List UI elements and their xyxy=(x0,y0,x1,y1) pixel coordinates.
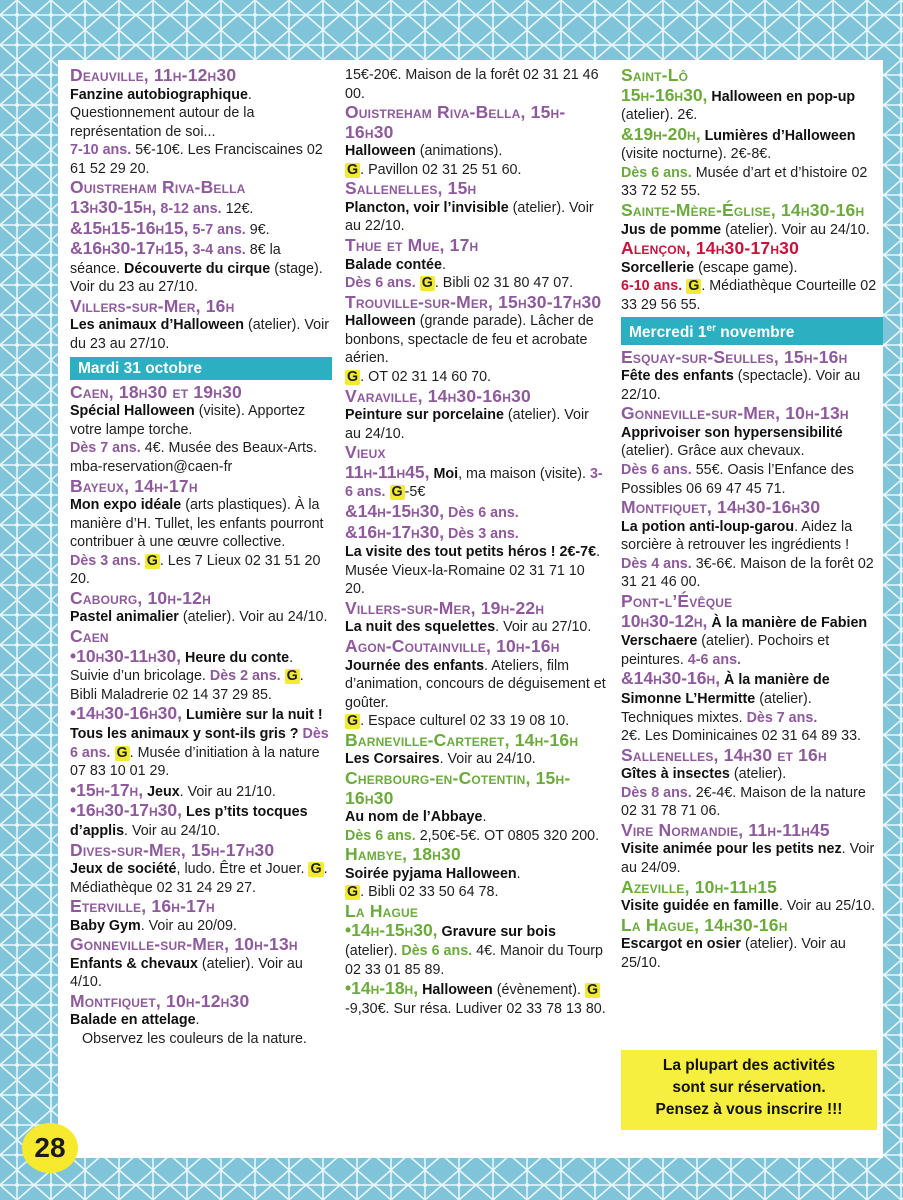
day-header-mardi: Mardi 31 octobre xyxy=(70,357,332,380)
place-heading: Bayeux, 14h-17h xyxy=(70,475,198,496)
place-heading: Vieux xyxy=(345,442,386,463)
event-title: Les p’tits tocques d’applis xyxy=(70,804,308,839)
age-label: 3-4 ans. xyxy=(188,242,246,259)
event-text: -9,30€. Sur résa. Ludiver 02 33 78 13 80. xyxy=(345,1000,606,1017)
event-text: . Bibli Maladrerie 02 14 37 29 85. xyxy=(70,668,304,703)
event-text: Musée d’art et d’histoire 02 33 72 52 55. xyxy=(621,164,868,200)
event-text: . Espace culturel 02 33 19 08 10. xyxy=(360,713,570,730)
event-text: (arts plastiques). À la manière d’H. Tullet, les enfants pourront contribuer à une œuvre collective. xyxy=(70,497,324,551)
place-heading: Cherbourg-en-Cotentin, 15h-16h30 xyxy=(345,768,571,808)
time-slot: 10h30-12h, xyxy=(621,610,708,631)
free-badge: G xyxy=(347,369,359,386)
event-text: . xyxy=(596,544,601,561)
event-sallenelles-gites xyxy=(621,746,883,821)
event-text: . Bibli 02 31 80 47 07. xyxy=(434,275,574,292)
event-text: . Voir au 25/10. xyxy=(778,898,876,915)
event-ouistreham-cirque xyxy=(70,178,332,296)
place-heading: Eterville, 16h-17h xyxy=(70,896,215,917)
free-badge: G xyxy=(146,552,158,569)
event-title: Spécial Halloween xyxy=(70,403,195,420)
event-text: 55€. Oasis l’Enfance des Possibles 06 69 47 45 71. xyxy=(621,461,854,497)
event-title: Visite animée pour les petits nez xyxy=(621,841,842,858)
age-label: 6-10 ans. xyxy=(621,278,683,295)
event-text: (spectacle). Voir au 22/10. xyxy=(621,368,861,403)
free-badge: G xyxy=(586,982,599,999)
place-heading: Villers-sur-Mer, 19h-22h xyxy=(345,597,545,618)
event-agon xyxy=(345,637,607,731)
event-text: (atelier). Pochoirs et peintures. xyxy=(621,633,830,668)
event-title: Lumières d’Halloween xyxy=(700,127,856,144)
event-text: . xyxy=(441,256,446,273)
reservation-note xyxy=(621,1050,877,1130)
time-slot: &19h-20h, xyxy=(621,123,701,144)
place-heading: Deauville, 11h-12h30 xyxy=(70,65,237,85)
place-heading: Caen xyxy=(70,626,109,647)
event-gonneville-hypersensibilite xyxy=(621,404,883,498)
time-slot: •14h-18h, xyxy=(345,978,419,999)
event-hambye xyxy=(345,845,607,902)
free-badge: G xyxy=(688,278,700,295)
event-deauville xyxy=(70,66,332,178)
event-thue-et-mue xyxy=(345,236,607,293)
event-title: Halloween xyxy=(345,313,416,330)
event-text: . Voir au 27/10. xyxy=(495,619,592,636)
time-slot: 13h30-15h, xyxy=(70,196,157,217)
event-title: La potion anti-loup-garou xyxy=(621,518,795,535)
age-label: Dès 3 ans. xyxy=(70,552,141,569)
time-slot: 11h-11h45, xyxy=(345,461,430,482)
event-title: La visite des tout petits héros ! 2€-7€ xyxy=(345,544,597,561)
place-heading: Sallenelles, 15h xyxy=(345,178,477,199)
age-label: Dès 6 ans. xyxy=(621,461,692,478)
column-2 xyxy=(345,66,607,1018)
place-heading: Barneville-Carteret, 14h-16h xyxy=(345,729,579,750)
age-label: Dès 7 ans. xyxy=(746,709,818,726)
event-text: . Bibli 02 33 50 64 78. xyxy=(360,884,499,901)
event-cherbourg xyxy=(345,769,607,845)
time-slot: &14h-15h30, xyxy=(345,501,445,521)
column-3 xyxy=(621,66,883,972)
event-title: Moi xyxy=(429,465,459,482)
place-heading: La Hague, 14h30-16h xyxy=(621,914,788,935)
event-villers-animaux xyxy=(70,297,332,354)
event-trouville xyxy=(345,293,607,387)
event-text: 12€. xyxy=(221,200,254,217)
age-label: Dès 7 ans. xyxy=(70,440,141,457)
event-varaville xyxy=(345,387,607,444)
event-la-hague-escargot xyxy=(621,916,883,973)
event-title: Sorcellerie xyxy=(621,259,695,276)
day-header-sup: er xyxy=(706,323,716,335)
event-title: Gravure sur bois xyxy=(437,924,556,941)
event-text: (grande parade). Lâcher de bonbons, spectacle de feu et acrobate aérien. xyxy=(345,313,594,367)
event-text: 4€. Musée des Beaux-Arts. mba-reservation@caen-fr xyxy=(70,440,318,475)
free-badge: G xyxy=(347,884,359,901)
event-text: 5€-10€. Les Franciscaines 02 61 52 29 20. xyxy=(70,142,323,177)
place-heading: Sainte-Mère-Église, 14h30-16h xyxy=(621,200,865,221)
event-text: (escape game). xyxy=(694,259,798,276)
event-barneville xyxy=(345,731,607,769)
event-text: Observez les couleurs de la nature. xyxy=(82,1031,307,1048)
place-heading: Agon-Coutainville, 10h-16h xyxy=(345,636,560,657)
list-item xyxy=(70,801,332,840)
event-title: Découverte du cirque xyxy=(124,260,271,277)
list-item xyxy=(70,647,332,705)
age-label: Dès 4 ans. xyxy=(621,555,692,572)
page-number: 28 xyxy=(22,1123,78,1173)
event-title: Escargot en osier xyxy=(621,936,741,953)
list-item xyxy=(70,781,332,802)
free-badge: G xyxy=(391,484,403,501)
event-cabourg xyxy=(70,589,332,627)
place-heading: Montfiquet, 14h30-16h30 xyxy=(621,497,821,518)
event-text: 3€-6€. Maison de la forêt 02 31 21 46 00. xyxy=(621,555,874,591)
free-badge: G xyxy=(347,713,359,730)
event-text: . OT 02 31 14 60 70. xyxy=(360,369,492,386)
day-header-text: novembre xyxy=(716,324,795,342)
event-text: . Aidez la sorcière à retrouver les ingrédients ! xyxy=(621,518,853,554)
time-slot: &14h30-16h, xyxy=(621,668,721,689)
free-badge: G xyxy=(286,668,298,685)
event-azeville xyxy=(621,878,883,916)
event-text: . Suivie d’un bricolage. xyxy=(70,649,294,685)
event-text: 15€-20€. Maison de la forêt 02 31 21 46 00. xyxy=(345,67,599,102)
event-title: Balade en attelage xyxy=(70,1012,196,1029)
list-item xyxy=(70,704,332,780)
age-label: Dès 6 ans. xyxy=(70,725,329,761)
event-text: . Les 7 Lieux 02 31 51 20 20. xyxy=(70,552,321,588)
event-text: (atelier). Voir au 24/10. xyxy=(178,609,328,626)
note-line: Pensez à vous inscrire !!! xyxy=(655,1101,843,1118)
place-heading: Saint-Lô xyxy=(621,65,689,85)
place-heading: Cabourg, 10h-12h xyxy=(70,587,211,608)
time-slot: •15h-17h, xyxy=(70,779,144,800)
event-text: (visite). Apportez votre lampe torche. xyxy=(70,403,306,438)
time-slot: •14h30-16h30, xyxy=(70,703,183,724)
free-badge: G xyxy=(116,744,128,761)
time-slot: •14h-15h30, xyxy=(345,920,438,941)
event-sainte-mere-eglise xyxy=(621,201,883,239)
event-vire xyxy=(621,821,883,878)
age-label: Dès 6 ans. xyxy=(621,164,692,181)
event-title: Au nom de l’Abbaye xyxy=(345,809,483,826)
event-title: Fanzine autobiographique xyxy=(70,86,248,103)
event-title: Jus de pomme xyxy=(621,221,722,238)
event-text: , ludo. Être et Jouer. xyxy=(176,861,309,877)
event-title: Jeux de société xyxy=(70,861,177,877)
event-text: (évènement). xyxy=(492,982,585,999)
event-title: Halloween xyxy=(345,143,416,160)
age-label: Dès 3 ans. xyxy=(444,525,519,542)
event-text: (animations). xyxy=(415,143,503,160)
age-label: 5-7 ans. xyxy=(188,221,246,238)
place-heading: Vire Normandie, 11h-11h45 xyxy=(621,819,830,840)
event-saint-lo xyxy=(621,66,883,201)
event-title: Balade contée xyxy=(345,256,442,273)
event-title: Fête des enfants xyxy=(621,368,734,385)
event-title: Jeux xyxy=(143,783,180,800)
event-text: Musée Vieux-la-Romaine 02 31 71 10 20. xyxy=(345,562,585,598)
event-title: Heure du conte xyxy=(181,649,290,666)
event-text: 2,50€-5€. OT 0805 320 200. xyxy=(415,827,600,844)
event-text: . Voir au 20/09. xyxy=(140,917,237,934)
event-pont-l-eveque xyxy=(621,592,883,746)
event-text: (atelier). Voir au 22/10. xyxy=(345,199,594,235)
place-heading: Pont-l’Évêque xyxy=(621,591,733,612)
place-heading: Sallenelles, 14h30 et 16h xyxy=(621,744,827,765)
free-badge: G xyxy=(421,275,433,292)
event-villers-squelettes xyxy=(345,599,607,637)
day-header-mercredi xyxy=(621,317,883,344)
event-text: , ma maison (visite). xyxy=(458,465,590,482)
event-text: 9€. xyxy=(245,221,270,238)
event-text: (atelier). Voir au 24/10. xyxy=(721,221,870,238)
event-text: (atelier). Voir au 24/10. xyxy=(345,407,589,442)
event-text: Voir du 23 au 27/10. xyxy=(70,279,198,296)
age-label: Dès 2 ans. xyxy=(209,668,281,685)
event-text: . Voir au 24/10. xyxy=(124,822,221,839)
time-slot: 15h-16h30, xyxy=(621,84,708,105)
place-heading: Trouville-sur-Mer, 15h30-17h30 xyxy=(345,291,602,312)
event-text: (visite nocturne). 2€-8€. xyxy=(621,146,772,163)
event-title: Mon expo idéale xyxy=(70,497,182,513)
time-slot: &15h15-16h15, xyxy=(70,217,189,238)
age-label: Dès 8 ans. xyxy=(621,784,692,801)
event-eterville xyxy=(70,897,332,935)
event-esquay xyxy=(621,348,883,405)
event-title: À la manière de Simonne L’Hermitte xyxy=(621,672,830,707)
event-text: . xyxy=(195,1012,200,1029)
event-text: 8€ la séance. xyxy=(70,242,281,277)
event-title: Apprivoiser son hypersensibilité xyxy=(621,424,843,441)
event-text: . Voir au 24/10. xyxy=(439,751,536,768)
place-heading: Alençon, 14h30-17h30 xyxy=(621,238,800,259)
event-title: Halloween xyxy=(418,982,493,999)
free-badge: G xyxy=(347,161,359,178)
event-title: Lumière sur la nuit ! Tous les animaux y sont-ils gris ? xyxy=(70,707,323,742)
event-title: La nuit des squelettes xyxy=(345,619,496,636)
event-text: . Médiathèque 02 31 24 29 27. xyxy=(70,861,328,896)
event-text: . Questionnement autour de la représentation de soi... xyxy=(70,86,255,140)
place-heading: Esquay-sur-Seulles, 15h-16h xyxy=(621,346,848,367)
event-text: 4€. Manoir du Tourp 02 33 01 85 89. xyxy=(345,943,604,978)
event-title: Visite guidée en famille xyxy=(621,898,779,915)
event-montfiquet xyxy=(70,992,332,1049)
place-heading: Villers-sur-Mer, 16h xyxy=(70,295,235,316)
age-label: 3-6 ans. xyxy=(345,465,603,501)
event-text: . Voir au 24/09. xyxy=(621,841,875,877)
event-text: . xyxy=(482,809,487,826)
event-text: . xyxy=(516,865,521,882)
place-heading: Gonneville-sur-Mer, 10h-13h xyxy=(70,934,298,955)
time-slot: &16h30-17h15, xyxy=(70,238,189,259)
list-item xyxy=(345,921,607,979)
event-title: Gîtes à insectes xyxy=(621,766,730,783)
event-text: . Médiathèque Courteille 02 33 29 56 55. xyxy=(621,278,877,313)
event-text: (atelier). 2€. xyxy=(621,107,698,124)
place-heading: Varaville, 14h30-16h30 xyxy=(345,385,531,406)
age-label: Dès 6 ans. xyxy=(345,275,416,292)
age-label: 8-12 ans. xyxy=(156,200,222,217)
event-sallenelles-plancton xyxy=(345,179,607,236)
event-alencon xyxy=(621,239,883,314)
event-text: (atelier). Techniques mixtes. xyxy=(621,690,812,726)
event-text: . Pavillon 02 31 25 51 60. xyxy=(360,161,522,178)
event-text: . Voir au 21/10. xyxy=(179,783,276,800)
place-heading: Montfiquet, 10h-12h30 xyxy=(70,990,250,1011)
event-title: Les Corsaires xyxy=(345,751,440,768)
age-label: Dès 6 ans. xyxy=(444,505,519,521)
place-heading: Ouistreham Riva-Bella, 15h-16h30 xyxy=(345,102,566,142)
event-text: (atelier). Voir au 25/10. xyxy=(621,936,846,971)
age-label: Dès 6 ans. xyxy=(345,827,416,844)
event-title: Peinture sur porcelaine xyxy=(345,407,504,424)
column-1 xyxy=(70,66,332,1049)
event-title: Pastel animalier xyxy=(70,609,179,626)
event-text: (atelier). xyxy=(729,766,787,783)
list-item xyxy=(345,979,607,1018)
event-text: -5€ xyxy=(404,484,426,501)
place-heading: Gonneville-sur-Mer, 10h-13h xyxy=(621,403,849,424)
place-heading: Azeville, 10h-11h15 xyxy=(621,876,778,897)
place-heading: Hambye, 18h30 xyxy=(345,844,461,865)
event-bayeux xyxy=(70,477,332,589)
event-text: 2€. Les Dominicaines 02 31 64 89 33. xyxy=(621,728,862,745)
event-text: (stage). xyxy=(270,260,323,277)
place-heading: Ouistreham Riva-Bella xyxy=(70,177,246,198)
event-text: . Musée d’initiation à la nature 07 83 10 01 29. xyxy=(70,744,320,780)
place-heading: Caen, 18h30 et 19h30 xyxy=(70,381,242,402)
event-text: (atelier). Voir du 23 au 27/10. xyxy=(70,317,330,353)
place-heading: La Hague xyxy=(345,900,419,921)
day-header-text: Mercredi 1 xyxy=(629,324,707,342)
age-label: 7-10 ans. xyxy=(70,142,132,159)
event-title: Les animaux d’Halloween xyxy=(70,317,244,334)
event-text: (atelier). Voir au 4/10. xyxy=(70,955,303,991)
event-text: (atelier). xyxy=(345,943,402,959)
note-line: La plupart des activités xyxy=(662,1057,836,1074)
event-text: (atelier). Grâce aux chevaux. xyxy=(621,443,805,460)
event-ouistreham-halloween xyxy=(345,103,607,179)
note-line: sont sur réservation. xyxy=(672,1079,826,1096)
event-caen-list xyxy=(70,627,332,840)
event-title: Soirée pyjama Halloween xyxy=(345,865,517,882)
event-caen-halloween xyxy=(70,383,332,477)
event-title: Journée des enfants xyxy=(345,657,485,674)
age-label: Dès 6 ans. xyxy=(401,943,473,959)
event-continued xyxy=(345,66,607,103)
event-vieux xyxy=(345,443,607,599)
event-la-hague xyxy=(345,902,607,1018)
time-slot: &16h-17h30, xyxy=(345,521,445,542)
event-title: Baby Gym xyxy=(70,917,141,934)
free-badge: G xyxy=(310,861,322,877)
event-title: Enfants & chevaux xyxy=(70,955,198,972)
event-title: Halloween en pop-up xyxy=(707,88,856,105)
event-title: À la manière de Fabien Verschaere xyxy=(621,614,868,650)
time-slot: •16h30-17h30, xyxy=(70,800,183,821)
event-dives xyxy=(70,841,332,898)
time-slot: •10h30-11h30, xyxy=(70,645,182,666)
place-heading: Thue et Mue, 17h xyxy=(345,235,479,256)
age-label: 4-6 ans. xyxy=(687,651,742,668)
event-text: 2€-4€. Maison de la nature 02 31 78 71 06. xyxy=(621,784,866,820)
event-title: Plancton, voir l’invisible xyxy=(345,199,509,216)
event-montfiquet-potion xyxy=(621,498,883,592)
event-gonneville xyxy=(70,935,332,992)
event-text: . Ateliers, film d’animation, concours de déguisement et goûter. xyxy=(345,657,606,711)
place-heading: Dives-sur-Mer, 15h-17h30 xyxy=(70,839,275,860)
